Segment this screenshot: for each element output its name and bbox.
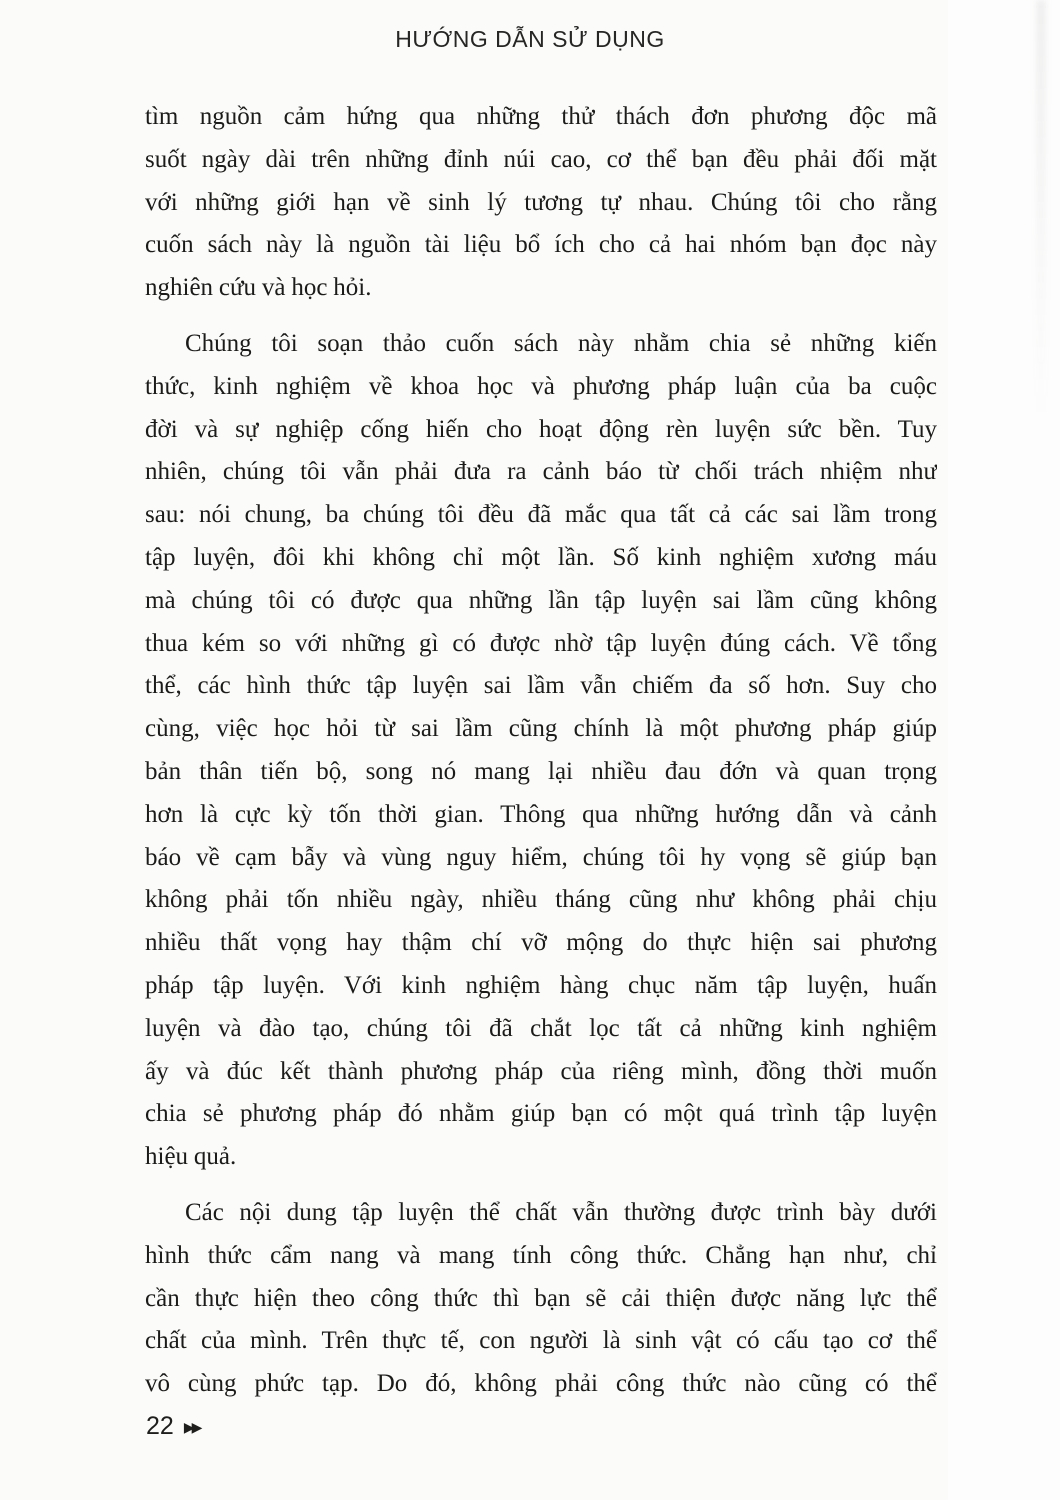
text-line: Chúng tôi soạn thảo cuốn sách này nhằm chia sẻ những kiến <box>185 329 937 357</box>
text-line: chia sẻ phương pháp đó nhằm giúp bạn có một quá trình tập luyện <box>145 1100 937 1128</box>
text-line: hiệu quả. <box>145 1143 237 1171</box>
text-line: hình thức cẩm nang và mang tính công thức. Chẳng hạn như, chỉ <box>145 1241 937 1269</box>
text-line: sau: nói chung, ba chúng tôi đều đã mắc qua tất cả các sai lầm trong <box>145 501 937 529</box>
text-line: hơn là cực kỳ tốn thời gian. Thông qua những hướng dẫn và cảnh <box>145 800 937 828</box>
page-footer <box>146 1412 202 1441</box>
text-line: cần thực hiện theo công thức thì bạn sẽ cải thiện được năng lực thể <box>145 1284 937 1312</box>
text-line: tập luyện, đôi khi không chỉ một lần. Số kinh nghiệm xương máu <box>145 543 937 571</box>
text-line: báo về cạm bẫy và vùng nguy hiểm, chúng tôi hy vọng sẽ giúp bạn <box>145 843 937 871</box>
paragraph <box>145 323 937 1179</box>
text-line: thể, các hình thức tập luyện sai lầm vẫn chiếm đa số hơn. Suy cho <box>145 672 937 700</box>
text-line: không phải tốn nhiều ngày, nhiều tháng cũng như không phải chịu <box>145 886 937 914</box>
text-line: Các nội dung tập luyện thể chất vẫn thường được trình bày dưới <box>185 1198 937 1226</box>
text-line: với những giới hạn về sinh lý tương tự nhau. Chúng tôi cho rằng <box>145 188 937 216</box>
text-line: bản thân tiến bộ, song nó mang lại nhiều đau đớn và quan trọng <box>145 757 937 785</box>
running-header: HƯỚNG DẪN SỬ DỤNG <box>395 26 665 52</box>
text-line: suốt ngày dài trên những đỉnh núi cao, cơ thể bạn đều phải đối mặt <box>145 145 937 173</box>
double-right-arrow-icon: ▶▶ <box>183 1419 200 1436</box>
text-line: nhiều thất vọng hay thậm chí vỡ mộng do thực hiện sai phương <box>145 929 937 957</box>
text-line: vô cùng phức tạp. Do đó, không phải công thức nào cũng có thể <box>145 1370 937 1398</box>
text-line: pháp tập luyện. Với kinh nghiệm hàng chục năm tập luyện, huấn <box>145 971 937 999</box>
page-number: 22 <box>146 1412 174 1440</box>
text-line: đời và sự nghiệp cống hiến cho hoạt động rèn luyện sức bền. Tuy <box>145 415 937 443</box>
text-line: mà chúng tôi có được qua những lần tập luyện sai lầm cũng không <box>145 586 937 614</box>
text-block <box>145 96 937 1419</box>
text-line: thua kém so với những gì có được nhờ tập luyện đúng cách. Về tổng <box>145 629 937 657</box>
text-line: nhiên, chúng tôi vẫn phải đưa ra cảnh báo từ chối trách nhiệm như <box>145 458 937 486</box>
text-line: tìm nguồn cảm hứng qua những thử thách đơn phương độc mã <box>145 103 937 130</box>
page-edge-shadow <box>1036 0 1046 420</box>
page-edge <box>948 0 1060 1500</box>
paragraph <box>145 1192 937 1406</box>
text-line: luyện và đào tạo, chúng tôi đã chắt lọc tất cả những kinh nghiệm <box>145 1014 937 1042</box>
text-line: ấy và đúc kết thành phương pháp của riêng mình, đồng thời muốn <box>145 1057 937 1085</box>
text-line: chất của mình. Trên thực tế, con người là sinh vật có cấu tạo cơ thể <box>145 1327 937 1355</box>
text-line: cùng, việc học hỏi từ sai lầm cũng chính là một phương pháp giúp <box>145 715 937 743</box>
text-line: nghiên cứu và học hỏi. <box>145 274 372 302</box>
text-line: cuốn sách này là nguồn tài liệu bổ ích cho cả hai nhóm bạn đọc này <box>145 231 937 259</box>
text-line: thức, kinh nghiệm về khoa học và phương pháp luận của ba cuộc <box>145 372 937 400</box>
paragraph <box>145 96 937 310</box>
